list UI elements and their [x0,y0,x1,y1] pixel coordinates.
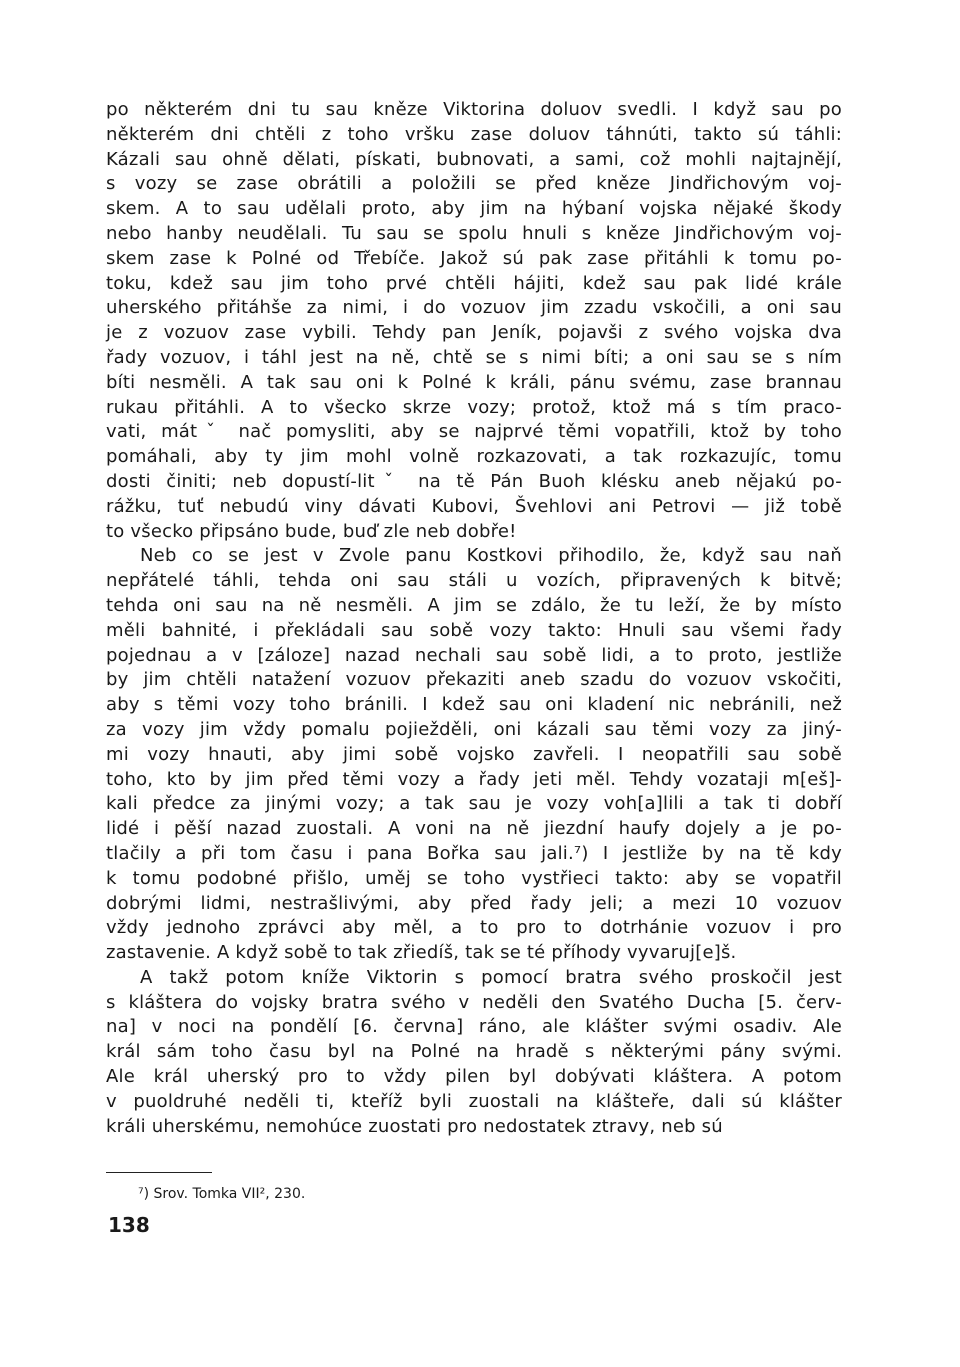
text-line: dobrými lidmi, nestrašlivými, aby před řady jeli; a mezi 10 vozuov [106,892,842,914]
paragraph [106,966,842,1140]
text-line: kali předce za jinými vozy; a tak sau je vozy voh[a]lili a tak ti dobří [106,793,842,815]
text-line: s vozy se zase obrátili a položili se před kněze Jindřichovým voj- [106,173,842,195]
text-line: by jim chtěli natažení vozuov překaziti aneb szadu do vozuov vskočiti, [106,669,842,691]
text-line: král sám toho času byl na Polné na hradě s některými pány svými. [106,1041,842,1063]
text-line: některém dni chtěli z toho vršku zase doluov táhnúti, takto sú táhli: [106,123,842,145]
text-line: Kázali sau ohně dělati, pískati, bubnovati, a sami, což mohli najtajnějí, [106,148,842,170]
footnote-text: Srov. Tomka VII², 230. [153,1186,306,1202]
text-line: nebo hanby neudělali. Tu sau se spolu hnuli s kněze Jindřichovým voj- [106,222,842,244]
text-line: bíti nesměli. A tak sau oni k Polné k králi, pánu svému, zase brannau [106,371,842,393]
text-line: skem zase k Polné od Třebíče. Jakož sú pak zase přitáhli k tomu po- [106,247,842,269]
text-line: rukau přitáhli. A to všecko skrze vozy; protož, ktož má s tím praco- [106,396,842,418]
body-text [106,98,842,1139]
text-line: lidé i pěší nazad zuostali. A voni na ně jiezdní haufy dojely a je po- [106,818,842,840]
text-line: vždy jednoho zprávci aby měl, a to pro to dotrhánie vozuov i pro [106,917,842,939]
page-number: 138 [108,1213,150,1237]
text-line: v puoldruhé neděli ti, kteříž byli zuostali na klášteře, dali sú klášter [106,1090,842,1112]
paragraph [106,98,842,544]
text-line: řady vozuov, i táhl jest na ně, chtě se s nimi bíti; a oni sau se s ním [106,346,842,368]
text-line: vati, mátˇ nač pomysliti, aby se najprvé těmi vopatřili, ktož by toho [106,421,842,443]
text-line: Ale král uherský pro to vždy pilen byl dobývati kláštera. A potom [106,1066,842,1088]
text-line: tlačily a při tom času i pana Bořka sau jali.⁷) I jestliže by na tě kdy [106,842,842,864]
text-line: za vozy jim vždy pomalu pojiežděli, oni kázali sau těmi vozy za jiný- [106,718,842,740]
text-line: po některém dni tu sau kněze Viktorina doluov svedli. I když sau po [106,99,842,120]
text-line: měli bahnité, i překládali sau sobě vozy takto: Hnuli sau všemi řady [106,619,842,641]
text-line: pomáhali, aby ty jim mohl volně rozkazovati, a tak rozkazujíc, tomu [106,446,842,468]
text-line: s kláštera do vojsky bratra svého v neděli den Svatého Ducha [5. červ- [106,991,842,1013]
text-line: rážku, tuť nebudú viny dávati Kubovi, Švehlovi ani Petrovi — již tobě [106,495,842,517]
text-line: je z vozuov zase vybili. Tehdy pan Jeník, pojavši z svého vojska dva [106,322,842,344]
text-line: skem. A to sau udělali proto, aby jim na hýbaní vojska nějaké škody [106,198,842,220]
text-line: A takž potom kníže Viktorin s pomocí bratra svého proskočil jest [140,966,842,988]
text-line: uherského přitáhše za nimi, i do vozuov jim zzadu vskočili, a oni sau [106,297,842,319]
text-line: nepřátelé táhli, tehda oni sau stáli u vozích, připravených k bitvě; [106,570,842,592]
text-line: Neb co se jest v Zvole panu Kostkovi přihodilo, že, když sau naň [140,545,842,567]
text-line: na] v noci na pondělí [6. června] ráno, ale klášter svými osadiv. Ale [106,1016,842,1038]
text-line: toho, kto by jim před těmi vozy a řady jeti měl. Tehdy vozataji m[eš]- [106,768,842,790]
text-line: zastavenie. A když sobě to tak zřiedíš, tak se té příhody vyvaruj[e]š. [106,942,737,964]
text-line: aby s těmi vozy toho bránili. I kdež sau oni kladení nic nebránili, než [106,694,842,716]
text-line: králi uherskému, nemohúce zuostati pro nedostatek ztravy, neb sú [106,1115,723,1137]
text-line: pojednau a v [záloze] nazad nechali sau sobě lidi, a to proto, jestliže [106,644,842,666]
text-line: mi vozy hnauti, aby jimi sobě vojsko zavřeli. I neopatřili sau sobě [106,743,842,765]
text-line: toku, kdež sau jim toho prvé chtěli hájiti, kdež sau pak lidé krále [106,272,842,294]
text-line: to všecko připsáno bude, buď zle neb dobře! [106,520,517,542]
text-line: tehda oni sau na ně nesměli. A jim se zdálo, že tu leží, že by místo [106,594,842,616]
text-line: k tomu podobné přišlo, uměj se toho vystřieci takto: aby se vopatřil [106,867,842,889]
paragraph [106,544,842,966]
text-line: dosti činiti; neb dopustí-litˇ na tě Pán Buoh klésku aneb nějakú po- [106,470,842,492]
footnote-marker: ⁷) [138,1186,150,1202]
footnote-divider [106,1172,212,1173]
footnote [138,1185,305,1203]
